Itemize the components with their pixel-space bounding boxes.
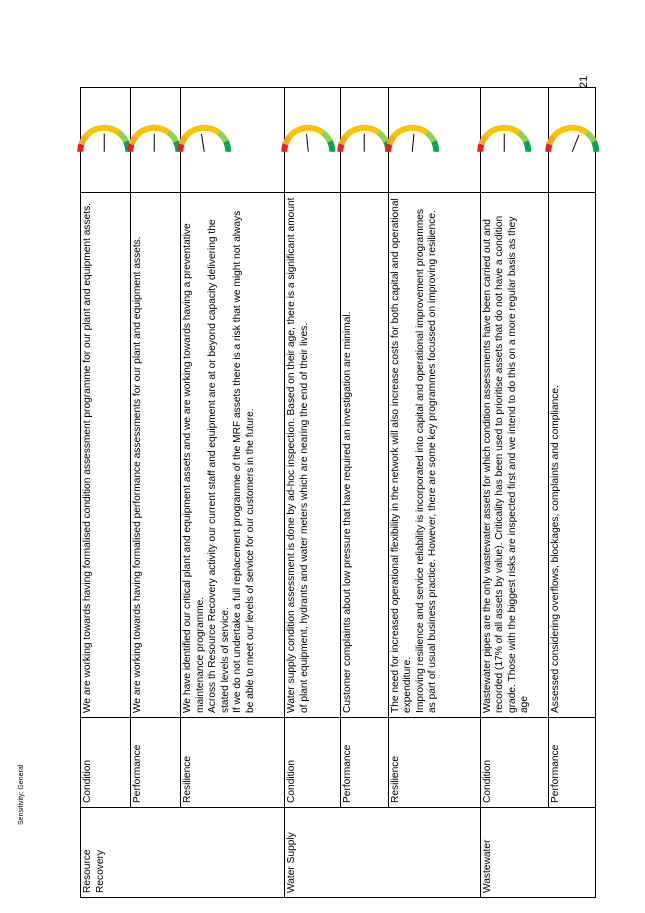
aspect-cell: Condition xyxy=(81,718,131,808)
gauge-segment xyxy=(433,142,435,152)
gauge-segment xyxy=(285,136,289,144)
gauge-segment xyxy=(346,128,379,137)
gauge-segment xyxy=(284,144,285,151)
aspect-cell: Condition xyxy=(480,718,548,808)
description-line: Improving resilience and service reliability is incorporated into capital and operational improvement programmes as part of usual business practice. However, there are some key programmes focussed on improving resilience. xyxy=(414,209,438,713)
gauge-segment xyxy=(388,144,389,151)
gauge-segment xyxy=(136,128,169,137)
gauge-segment xyxy=(86,128,119,137)
gauge-segment xyxy=(130,144,131,151)
rating-gauge-icon xyxy=(472,118,536,163)
gauge-segment xyxy=(226,142,228,152)
gauge-segment xyxy=(518,132,526,141)
description-cell xyxy=(388,193,480,718)
table-row xyxy=(480,88,548,898)
description-line: If we do not undertake a full replacement programme of the MRF assets there is a risk that we might not always be able to meet our levels of service for our customers in the future. xyxy=(232,210,256,713)
gauge-segment xyxy=(180,144,181,151)
gauge-segment xyxy=(481,136,485,144)
gauge-segment xyxy=(553,128,586,137)
description-line: Across th Resource Recovery activity our current staff and equipment are at or beyond capacity delivering the stated levels of service. xyxy=(207,219,231,713)
table-row xyxy=(131,88,181,898)
table-row xyxy=(285,88,341,898)
activity-group-cell: Water Supply xyxy=(285,808,481,898)
gauge-segment xyxy=(81,136,85,144)
description-cell xyxy=(81,193,131,718)
aspect-cell: Performance xyxy=(341,718,389,808)
gauge-cell xyxy=(388,88,480,193)
gauge-segment xyxy=(340,144,341,151)
gauge-segment xyxy=(80,144,81,151)
asset-condition-table xyxy=(80,87,596,898)
description-line: Wastewater pipes are the only wastewater assets for which condition assessments have been carried out and recorded (17% of all assets by value). Criticality has been used to prioritise assets that do not have a condition grade. Those with the biggest risks are inspected first and we intend to do this on a more regular basis as they age xyxy=(481,215,530,713)
table-row xyxy=(388,88,480,898)
gauge-segment xyxy=(525,142,527,152)
gauge-cell xyxy=(548,88,596,193)
rating-gauge-icon xyxy=(540,118,604,163)
page-number: 21 xyxy=(578,75,590,88)
aspect-cell: Resilience xyxy=(388,718,480,808)
description-cell xyxy=(181,193,285,718)
description-line: Assessed considering overflows, blockages, complaints and compliance. xyxy=(549,385,561,713)
sensitivity-label: Sensitivity: General xyxy=(18,764,25,825)
description-cell xyxy=(131,193,181,718)
gauge-cell xyxy=(480,88,548,193)
description-cell xyxy=(285,193,341,718)
table-body xyxy=(81,88,596,898)
gauge-segment xyxy=(485,128,518,137)
description-line: We have identified our critical plant and equipment assets and we are working towards having a preventative maintenance programme. xyxy=(182,223,206,713)
gauge-needle xyxy=(307,134,309,152)
gauge-segment xyxy=(593,142,595,152)
gauge-segment xyxy=(393,128,426,137)
gauge-cell xyxy=(181,88,285,193)
rating-gauge-icon xyxy=(276,118,340,163)
gauge-needle xyxy=(572,135,579,152)
gauge-segment xyxy=(181,136,185,144)
gauge-needle xyxy=(201,134,204,152)
table-row xyxy=(341,88,389,898)
aspect-cell: Performance xyxy=(548,718,596,808)
description-line: We are working towards having formalised performance assessments for our plant and equipment assets. xyxy=(132,236,143,713)
gauge-segment xyxy=(586,132,594,141)
table-row xyxy=(181,88,285,898)
description-line: Customer complaints about low pressure that have required an investigation are minimal. xyxy=(342,311,353,713)
gauge-segment xyxy=(131,136,135,144)
rating-gauge-icon xyxy=(380,118,444,163)
table-row xyxy=(548,88,596,898)
gauge-segment xyxy=(389,136,393,144)
description-cell xyxy=(341,193,389,718)
asset-table-rotated xyxy=(80,88,578,898)
aspect-cell: Condition xyxy=(285,718,341,808)
description-line: We are working towards having formalised condition assessment programme for our plant and equipment assets. xyxy=(82,202,93,713)
activity-group-cell: Resource Recovery xyxy=(81,808,285,898)
description-cell xyxy=(548,193,596,718)
gauge-segment xyxy=(480,144,481,151)
gauge-segment xyxy=(341,136,345,144)
gauge-segment xyxy=(218,132,226,141)
aspect-cell: Resilience xyxy=(181,718,285,808)
gauge-segment xyxy=(548,144,549,151)
description-line: The need for increased operational flexibility in the network will also increase costs for both capital and operational expenditure. xyxy=(389,198,413,713)
gauge-segment xyxy=(549,136,553,144)
aspect-cell: Performance xyxy=(131,718,181,808)
gauge-segment xyxy=(426,132,434,141)
gauge-needle xyxy=(412,134,414,152)
activity-group-cell: Wastewater xyxy=(480,808,596,898)
rating-gauge-icon xyxy=(172,118,236,163)
table-row xyxy=(81,88,131,898)
description-line: Water supply condition assessment is done by ad-hoc inspection. Based on their age, there is a significant amount of plant equipment, hydrants and water meters which are nearing the end of their lives. xyxy=(286,197,310,713)
gauge-segment xyxy=(322,132,330,141)
description-cell xyxy=(480,193,548,718)
gauge-segment xyxy=(290,128,323,137)
